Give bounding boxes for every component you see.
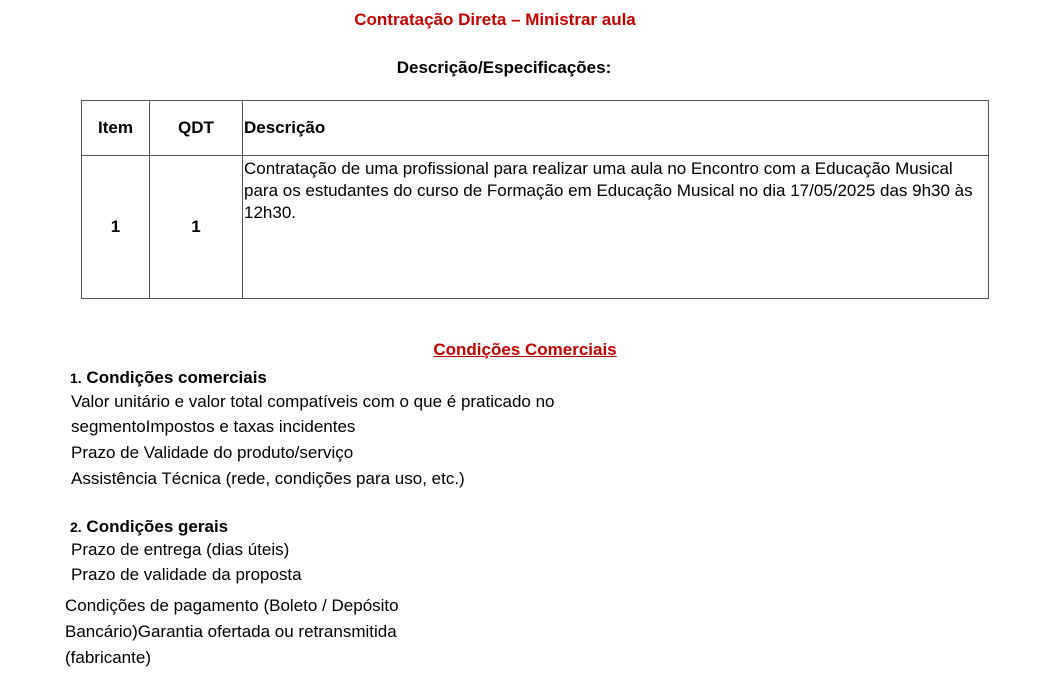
heading-text: Condições gerais	[86, 517, 229, 536]
cell-item: 1	[82, 156, 150, 299]
table-header-row	[82, 101, 989, 156]
heading-number: 2.	[70, 519, 82, 535]
heading-condicoes-gerais	[70, 517, 228, 537]
cell-qdt: 1	[150, 156, 243, 299]
list-item: Prazo de validade da proposta	[71, 565, 302, 584]
table-row	[82, 156, 989, 299]
list-item: segmentoImpostos e taxas incidentes	[71, 417, 356, 436]
list-item: Assistência Técnica (rede, condições para uso, etc.)	[71, 469, 465, 488]
document-subtitle: Descrição/Especificações:	[396, 58, 612, 77]
list-item: Condições de pagamento (Boleto / Depósito	[65, 596, 399, 615]
header-item: Item	[82, 101, 150, 156]
cell-descricao: Contratação de uma profissional para realizar uma aula no Encontro com a Educação Musical para os estudantes do curso de Formação em Educação Musical no dia 17/05/2025 das 9h30 às 12h30.	[243, 156, 989, 299]
list-item: Valor unitário e valor total compatíveis com o que é praticado no	[71, 392, 555, 411]
document-title: Contratação Direta – Ministrar aula	[354, 10, 636, 29]
spec-table	[81, 100, 989, 299]
heading-number: 1.	[70, 370, 82, 386]
heading-text: Condições comerciais	[86, 368, 267, 387]
list-item: (fabricante)	[65, 648, 151, 667]
header-qdt: QDT	[150, 101, 243, 156]
section-title-condicoes: Condições Comerciais	[433, 340, 617, 359]
list-item: Bancário)Garantia ofertada ou retransmitida	[65, 622, 397, 641]
header-descricao: Descrição	[243, 101, 989, 156]
heading-condicoes-comerciais	[70, 368, 267, 388]
list-item: Prazo de Validade do produto/serviço	[71, 443, 354, 462]
list-item: Prazo de entrega (dias úteis)	[71, 540, 290, 559]
